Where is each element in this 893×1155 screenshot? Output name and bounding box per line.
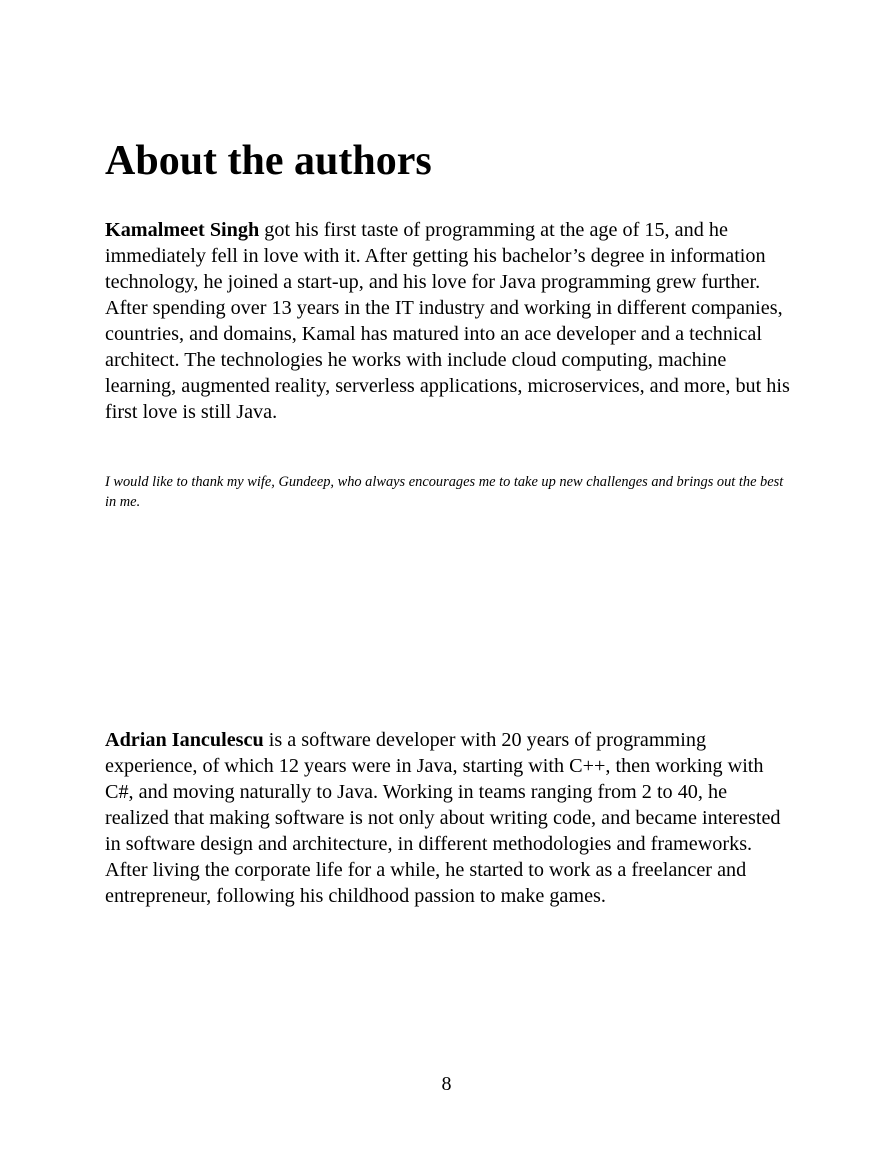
author-name: Kamalmeet Singh: [105, 219, 260, 241]
page-number: 8: [441, 1073, 452, 1095]
author-name: Adrian Ianculescu: [105, 729, 264, 751]
author-acknowledgement: I would like to thank my wife, Gundeep, who always encourages me to take up new challenges and brings out the best in me.: [105, 474, 784, 510]
author-bio-text: is a software developer with 20 years of programming experience, of which 12 years were in Java, starting with C++, then working with C#, and moving naturally to Java. Working in teams ranging from 2 to 40, he realized that making software is not only about writing code, and became interested in software design and architecture, in different methodologies and frameworks. After living the corporate life for a while, he started to work as a freelancer and entrepreneur, following his childhood passion to make games.: [105, 729, 781, 907]
author-bio-text: got his first taste of programming at the age of 15, and he immediately fell in love with it. After getting his bachelor’s degree in information technology, he joined a start-up, and his love for Java programming grew further. After spending over 13 years in the IT industry and working in different companies, countries, and domains, Kamal has matured into an ace developer and a technical architect. The technologies he works with include cloud computing, machine learning, augmented reality, serverless applications, microservices, and more, but his first love is still Java.: [105, 219, 790, 423]
author-bio-kamalmeet: [105, 217, 795, 425]
author-bio-adrian: [105, 727, 795, 909]
page-title: About the authors: [105, 138, 432, 184]
